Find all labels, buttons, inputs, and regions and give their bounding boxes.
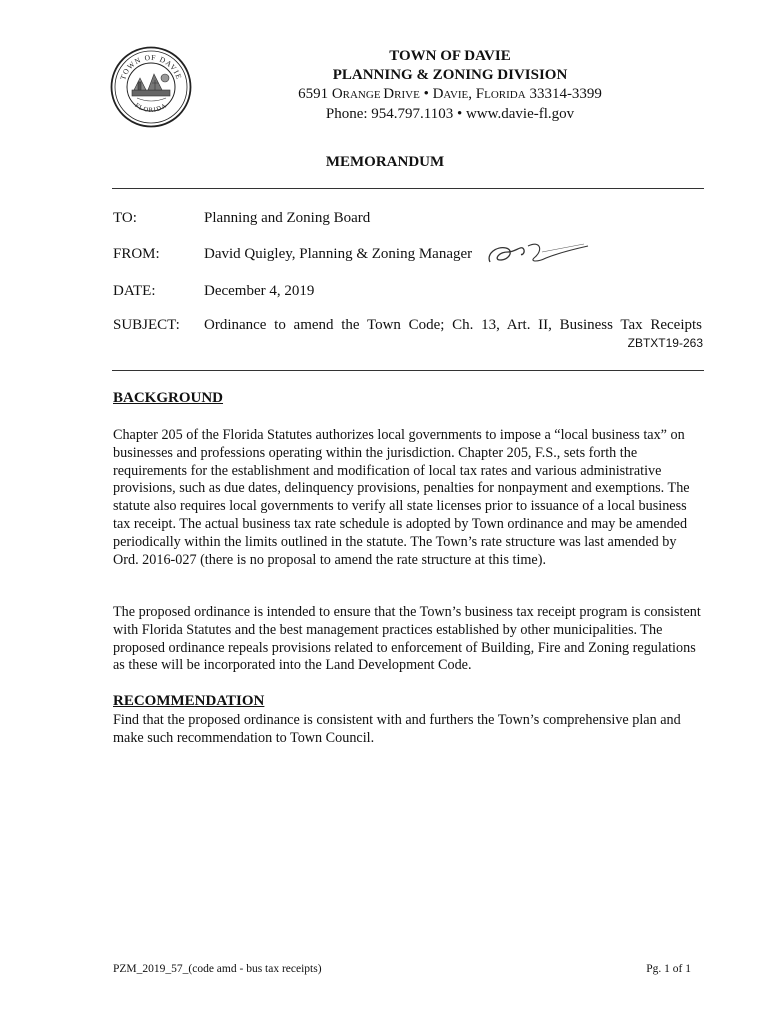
background-paragraph-1: Chapter 205 of the Florida Statutes authorizes local governments to impose a “local business tax” on businesses and professions operating within the jurisdiction. Chapter 205, F.S., sets forth the requirements for the establishment and modification of local tax rates and various administrative provisions, such as due dates, delinquency provisions, penalties for nonpayment and exemptions. The statute also requires local governments to verify all state licenses prior to issuance of a local business tax receipt. The actual business tax rate schedule is adopted by Town ordinance and may be amended periodically within the limits outlined in the statute. The Town’s rate structure was last amended by Ord. 2016-027 (there is no proposal to amend the rate structure at this time). [113, 427, 690, 568]
to-value: Planning and Zoning Board [204, 210, 371, 226]
header-divider-bottom [112, 370, 704, 371]
org-name: TOWN OF DAVIE [389, 48, 511, 64]
recommendation-text: Find that the proposed ordinance is consistent with and furthers the Town’s comprehensive plan and make such recommendation to Town Council. [113, 712, 681, 746]
to-label: TO: [113, 210, 137, 226]
seal-bottom-text: FLORIDA [133, 102, 169, 114]
phone-line: Phone: 954.797.1103 • www.davie-fl.gov [325, 106, 575, 122]
case-number: ZBTXT19-263 [627, 336, 703, 350]
from-label: FROM: [113, 246, 160, 262]
date-label: DATE: [113, 283, 156, 299]
seal-top-text: TOWN OF DAVIE [118, 52, 184, 82]
header-divider-top [112, 188, 704, 189]
background-heading: BACKGROUND [113, 390, 224, 406]
footer-file-reference: PZM_2019_57_(code amd - bus tax receipts) [113, 963, 322, 975]
date-value: December 4, 2019 [204, 283, 315, 299]
recommendation-heading: RECOMMENDATION [113, 693, 265, 709]
svg-text:FLORIDA [133, 102, 168, 114]
memo-title: MEMORANDUM [325, 154, 445, 170]
letterhead [230, 47, 670, 124]
town-seal-logo [110, 46, 192, 128]
division-name: PLANNING & ZONING DIVISION [332, 67, 568, 83]
svg-text:TOWN OF DAVIE [118, 53, 184, 81]
from-value: David Quigley, Planning & Zoning Manager [204, 246, 473, 262]
background-paragraph-2: The proposed ordinance is intended to ensure that the Town’s business tax receipt program is consistent with Florida Statutes and the best management practices established by other municipalities. The proposed ordinance repeals provisions related to enforcement of Building, Fire and Zoning regulations as these will be incorporated into the Land Development Code. [113, 604, 701, 674]
subject-label: SUBJECT: [113, 317, 180, 333]
footer-page-number: Pg. 1 of 1 [646, 963, 691, 975]
signature-image [484, 236, 590, 270]
subject-value: Ordinance to amend the Town Code; Ch. 13, Art. II, Business Tax Receipts [204, 317, 702, 333]
address-line: 6591 ORANGE DRIVE • DAVIE, FLORIDA 33314-3399 [298, 86, 602, 102]
